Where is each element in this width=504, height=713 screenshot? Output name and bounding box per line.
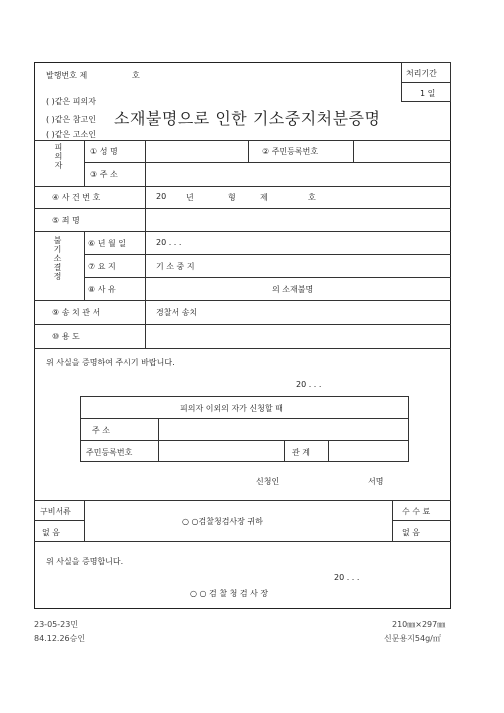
- third-party-resident-no-label: 주민등록번호: [86, 448, 133, 457]
- charge-label: ⑤ 죄 명: [52, 216, 80, 225]
- certify-date: 20 . . .: [334, 573, 360, 582]
- name-field[interactable]: [147, 142, 246, 160]
- resident-no-field[interactable]: [355, 142, 449, 160]
- paper-type: 신문용지54g/㎡: [384, 634, 441, 643]
- case-year-label: 년: [186, 193, 194, 202]
- role-suspect: ( )같은 피의자: [46, 97, 96, 106]
- suspension-group-label: 불기소결정: [53, 236, 62, 281]
- request-date: 20 . . .: [296, 380, 322, 389]
- purpose-label: ⑩ 용 도: [52, 332, 80, 341]
- reason-value: 의 소재불명: [272, 285, 314, 294]
- fee-label: 수 수 료: [402, 507, 431, 516]
- issue-no-label: 발행번호 제: [46, 71, 88, 80]
- fee-value: 없 음: [402, 528, 420, 537]
- gist-value: 기 소 중 지: [156, 262, 195, 271]
- signature-label[interactable]: 서명: [368, 477, 384, 486]
- case-no-label: ④ 사 건 번 호: [52, 193, 101, 202]
- paper-size: 210㎜×297㎜: [392, 620, 446, 629]
- processing-period-value: 1 일: [420, 89, 436, 98]
- case-type-label: 형: [228, 193, 236, 202]
- issue-no-suffix: 호: [132, 71, 140, 80]
- relation-field[interactable]: [330, 442, 407, 460]
- reason-label: ⑧ 사 유: [88, 285, 116, 294]
- resident-no-label: ② 주민등록번호: [262, 147, 319, 156]
- form-title: 소재불명으로 인한 기소중지처분증명: [114, 109, 381, 128]
- gist-label: ⑦ 요 지: [88, 262, 116, 271]
- case-year-prefix: 20: [156, 192, 167, 201]
- relation-label: 관 계: [292, 448, 310, 457]
- third-party-resident-no-field[interactable]: [160, 442, 282, 460]
- certify-signer: ○ ○ 검 찰 청 검 사 장: [190, 589, 269, 598]
- third-party-address-label: 주 소: [92, 426, 110, 435]
- name-label: ① 성 명: [90, 147, 118, 156]
- case-no-suffix: 호: [308, 193, 316, 202]
- office-value: 경찰서 송치: [156, 308, 198, 317]
- third-party-address-field[interactable]: [160, 420, 407, 438]
- required-docs-label: 구비서류: [40, 507, 71, 516]
- third-party-title: 피의자 이외의 자가 신청할 때: [180, 404, 283, 413]
- decision-date-label: ⑥ 년 월 일: [88, 239, 126, 248]
- request-statement: 위 사실을 증명하여 주시기 바랍니다.: [46, 358, 175, 367]
- required-docs-value: 없 음: [42, 528, 60, 537]
- address-label: ③ 주 소: [90, 170, 118, 179]
- role-witness: ( )같은 참고인: [46, 115, 96, 124]
- office-label: ⑨ 송 치 관 서: [52, 308, 101, 317]
- case-no-prefix: 제: [260, 193, 268, 202]
- applicant-label: 신청인: [256, 477, 280, 486]
- form-code: 23-05-23민: [34, 620, 79, 629]
- processing-period-label: 처리기간: [406, 69, 437, 78]
- charge-field[interactable]: [147, 210, 449, 229]
- purpose-field[interactable]: [147, 326, 449, 346]
- suspect-group-label: 피의자: [54, 143, 63, 170]
- role-complainant: ( )같은 고소인: [46, 130, 96, 139]
- approval-date: 84.12.26승인: [34, 634, 86, 643]
- certify-statement: 위 사실을 증명합니다.: [46, 557, 124, 566]
- address-field[interactable]: [147, 164, 449, 184]
- addressee: ○ ○검찰청검사장 귀하: [182, 517, 263, 526]
- decision-date-value: 20 . . .: [156, 238, 182, 247]
